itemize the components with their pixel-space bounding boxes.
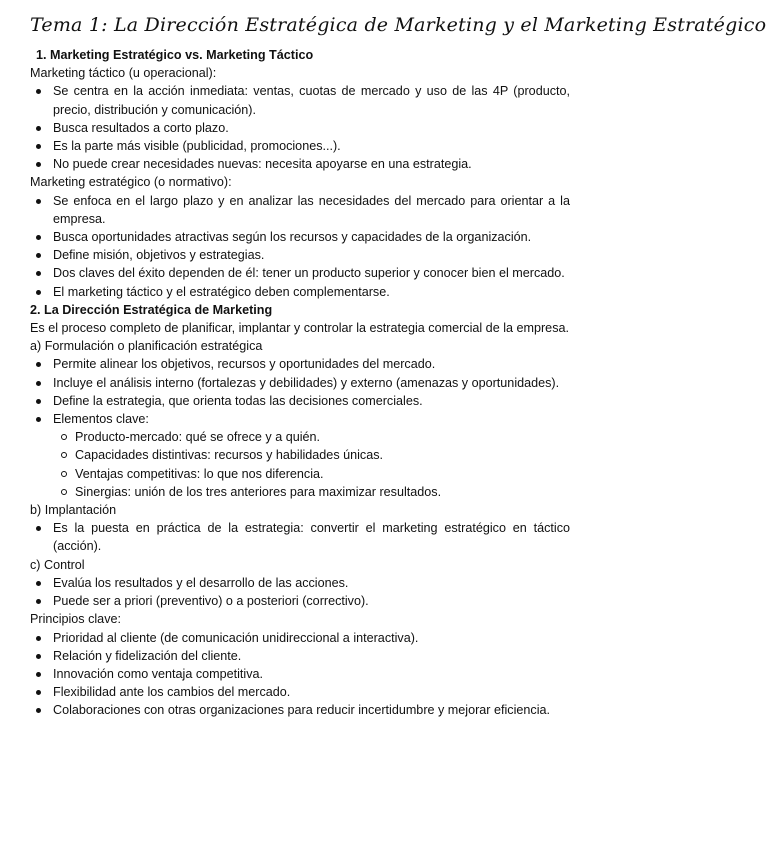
- list-item: Puede ser a priori (preventivo) o a posteriori (correctivo).: [30, 592, 570, 610]
- list-item: Dos claves del éxito dependen de él: tener un producto superior y conocer bien el mercado.: [30, 264, 570, 282]
- formulacion-list: [30, 355, 570, 501]
- section2-intro: Es el proceso completo de planificar, implantar y controlar la estrategia comercial de la empresa.: [30, 321, 569, 336]
- section2-heading: 2. La Dirección Estratégica de Marketing: [30, 302, 273, 317]
- list-item: Es la puesta en práctica de la estrategia: convertir el marketing estratégico en táctico (acción).: [30, 519, 570, 555]
- list-item: Es la parte más visible (publicidad, promociones...).: [30, 137, 570, 155]
- sublist-item: Sinergias: unión de los tres anteriores para maximizar resultados.: [53, 483, 570, 501]
- list-item: Se centra en la acción inmediata: ventas, cuotas de mercado y uso de las 4P (producto, precio, distribución y comunicación).: [30, 82, 570, 118]
- list-item: Define misión, objetivos y estrategias.: [30, 246, 570, 264]
- sublist-item: Producto-mercado: qué se ofrece y a quién.: [53, 428, 570, 446]
- list-item: Relación y fidelización del cliente.: [30, 647, 570, 665]
- list-item: Incluye el análisis interno (fortalezas y debilidades) y externo (amenazas y oportunidades).: [30, 374, 570, 392]
- list-item: Busca resultados a corto plazo.: [30, 119, 570, 137]
- sublist-item: Capacidades distintivas: recursos y habilidades únicas.: [53, 446, 570, 464]
- principios-label: Principios clave:: [30, 612, 121, 627]
- sublist-item: Ventajas competitivas: lo que nos diferencia.: [53, 465, 570, 483]
- implantacion-label: b) Implantación: [30, 503, 117, 518]
- list-item: Flexibilidad ante los cambios del mercado.: [30, 683, 570, 701]
- list-item: Colaboraciones con otras organizaciones para reducir incertidumbre y mejorar eficiencia.: [30, 701, 570, 719]
- principios-list: [30, 629, 570, 720]
- tactico-list: [30, 82, 570, 173]
- list-item: Prioridad al cliente (de comunicación unidireccional a interactiva).: [30, 629, 570, 647]
- document-body: [30, 46, 570, 720]
- list-item: Evalúa los resultados y el desarrollo de las acciones.: [30, 574, 570, 592]
- implantacion-list: [30, 519, 570, 555]
- formulacion-label: a) Formulación o planificación estratégica: [30, 339, 263, 354]
- control-label: c) Control: [30, 557, 85, 572]
- document-title: Tema 1: La Dirección Estratégica de Marketing y el Marketing Estratégico: [30, 14, 766, 36]
- elementos-sublist: [53, 428, 570, 501]
- list-item: Permite alinear los objetivos, recursos y oportunidades del mercado.: [30, 355, 570, 373]
- list-item: Busca oportunidades atractivas según los recursos y capacidades de la organización.: [30, 228, 570, 246]
- list-item: Se enfoca en el largo plazo y en analizar las necesidades del mercado para orientar a la empresa.: [30, 192, 570, 228]
- list-item: El marketing táctico y el estratégico deben complementarse.: [30, 283, 570, 301]
- list-item: No puede crear necesidades nuevas: necesita apoyarse en una estrategia.: [30, 155, 570, 173]
- section1-heading: 1. Marketing Estratégico vs. Marketing Táctico: [36, 48, 314, 62]
- estrategico-label: Marketing estratégico (o normativo):: [30, 175, 232, 190]
- list-item-elementos: [30, 410, 570, 501]
- estrategico-list: [30, 192, 570, 301]
- list-item: Innovación como ventaja competitiva.: [30, 665, 570, 683]
- control-list: [30, 574, 570, 610]
- elementos-label: Elementos clave:: [53, 412, 149, 427]
- list-item: Define la estrategia, que orienta todas las decisiones comerciales.: [30, 392, 570, 410]
- tactico-label: Marketing táctico (u operacional):: [30, 66, 217, 81]
